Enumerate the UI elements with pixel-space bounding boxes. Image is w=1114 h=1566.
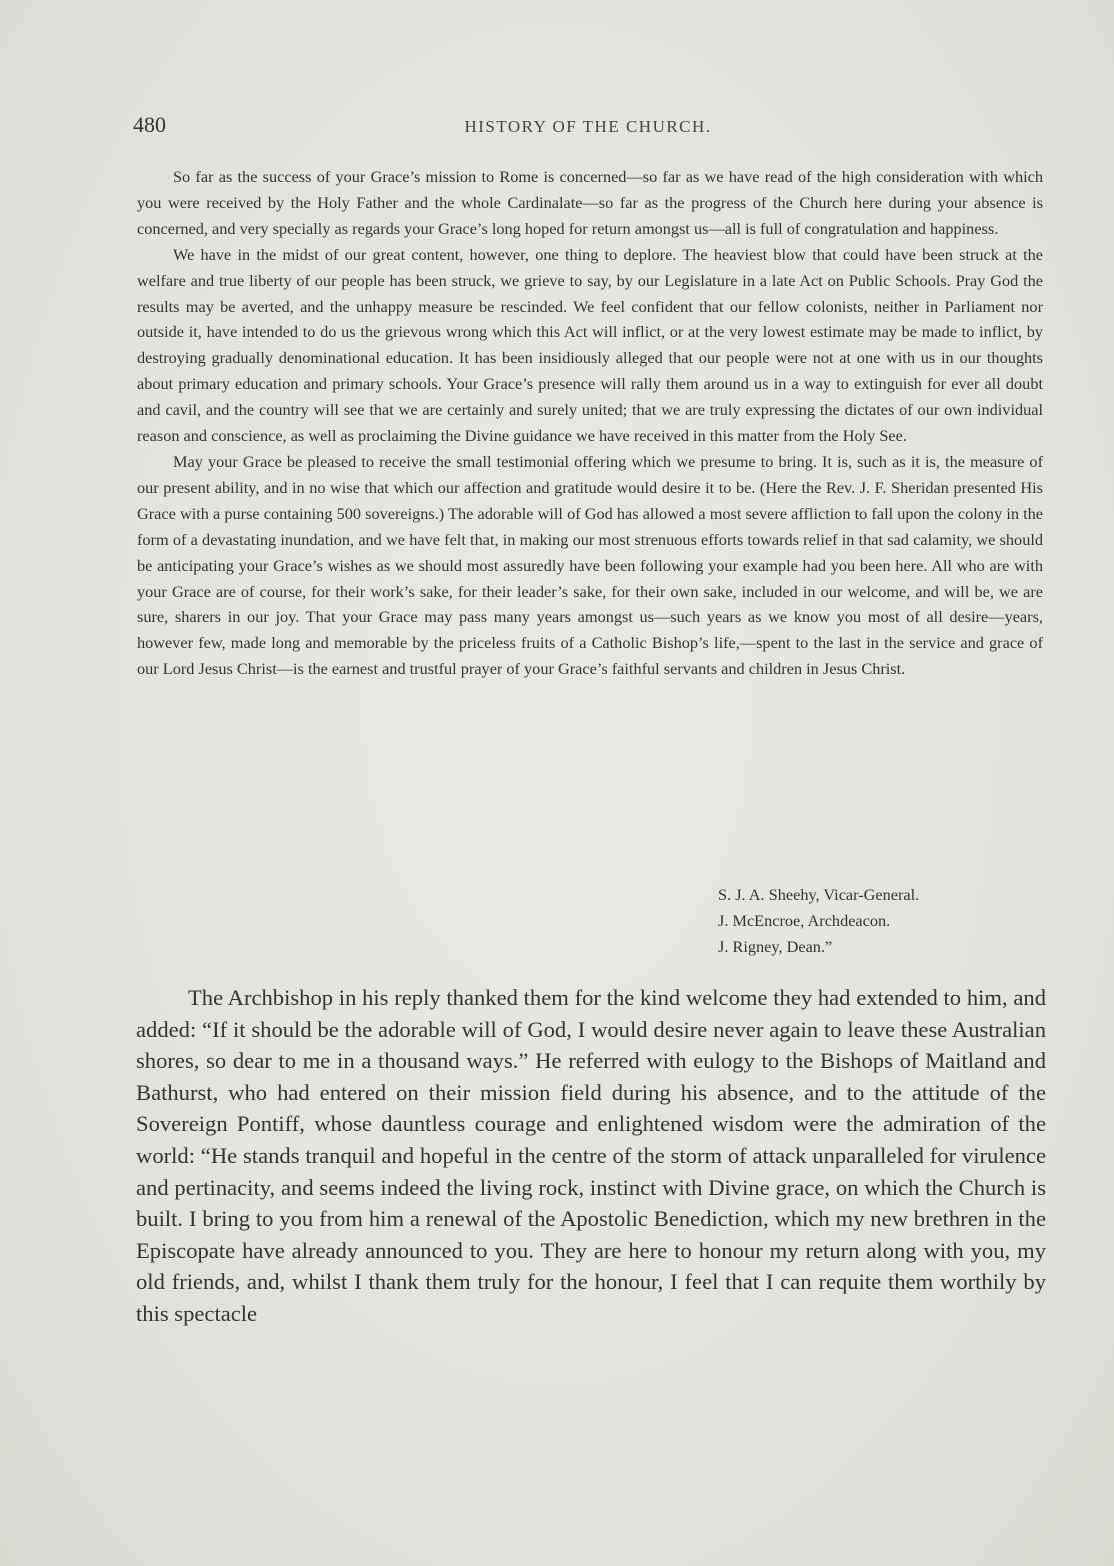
address-paragraph: May your Grace be pleased to receive the small testimonial offering which we presume to bring. It is, such as it is, the measure of our present ability, and in no wise that which our affection and gratitude would desire it to be. (Here the Rev. J. F. Sheridan presented His Grace with a purse containing 500 sovereigns.) The adorable will of God has allowed a most severe affliction to fall upon the colony in the form of a devastating inundation, and we have felt that, in making our most strenuous efforts towards relief in that sad calamity, we should be anticipating your Grace’s wishes as we should most assuredly have been following your example had you been here. All who are with your Grace are of course, for their work’s sake, for their leader’s sake, for their own sake, included in our welcome, and will be, we are sure, sharers in our joy. That your Grace may pass many years amongst us—such years as we know you most of all desire—years, however few, made long and memorable by the priceless fruits of a Catholic Bishop’s life,—spent to the last in the service and grace of our Lord Jesus Christ—is the earnest and trustful prayer of your Grace’s faithful servants and children in Jesus Christ. [137,451,1043,679]
signature-line: S. J. A. Sheehy, Vicar-General. [718,885,920,904]
address-paragraph: We have in the midst of our great content, however, one thing to deplore. The heaviest blow that could have been struck at the welfare and true liberty of our people has been struck, we grieve to say, by our Legislature in a late Act on Public Schools. Pray God the results may be averted, and the unhappy measure be rescinded. We feel confident that our fellow colonists, neither in Parliament nor outside it, have intended to do us the grievous wrong which this Act will inflict, or at the very lowest estimate may be made to inflict, by destroying gradually denominational education. It has been insidiously alleged that our people were not at one with us in our thoughts about primary education and primary schools. Your Grace’s presence will rally them around us in a way to extinguish for ever all doubt and cavil, and the country will see that we are certainly and surely united; that we are truly expressing the dictates of our own individual reason and conscience, as well as proclaiming the Divine guidance we have received in this matter from the Holy See. [137,244,1043,446]
page-number: 480 [133,112,166,137]
signature-line: J. McEncroe, Archdeacon. [718,911,891,930]
signature-block [718,882,919,960]
running-head: HISTORY OF THE CHURCH. [464,117,712,136]
reply-paragraph: The Archbishop in his reply thanked them for the kind welcome they had extended to him, and added: “If it should be the adorable will of God, I would desire never again to leave these Australian shores, so dear to me in a thousand ways.” He referred with eulogy to the Bishops of Maitland and Bathurst, who had entered on their mission field during his absence, and to the attitude of the Sovereign Pontiff, whose dauntless courage and enlightened wisdom were the admiration of the world: “He stands tranquil and hopeful in the centre of the storm of attack unparalleled for virulence and pertinacity, and seems indeed the living rock, instinct with Divine grace, on which the Church is built. I bring to you from him a renewal of the Apostolic Benediction, which my new brethren in the Episcopate have already announced to you. They are here to honour my return along with you, my old friends, and, whilst I thank them truly for the honour, I feel that I can requite them worthily by this spectacle [136,985,1046,1326]
address-text [137,164,1043,682]
reply-text [136,982,1046,1330]
address-paragraph: So far as the success of your Grace’s mission to Rome is concerned—so far as we have read of the high consideration with which you were received by the Holy Father and the whole Cardinalate—so far as the progress of the Church here during your absence is concerned, and very specially as regards your Grace’s long hoped for return amongst us—all is full of congratulation and happiness. [137,167,1043,238]
signature-line: J. Rigney, Dean.” [718,937,833,956]
page-header [133,112,1043,142]
